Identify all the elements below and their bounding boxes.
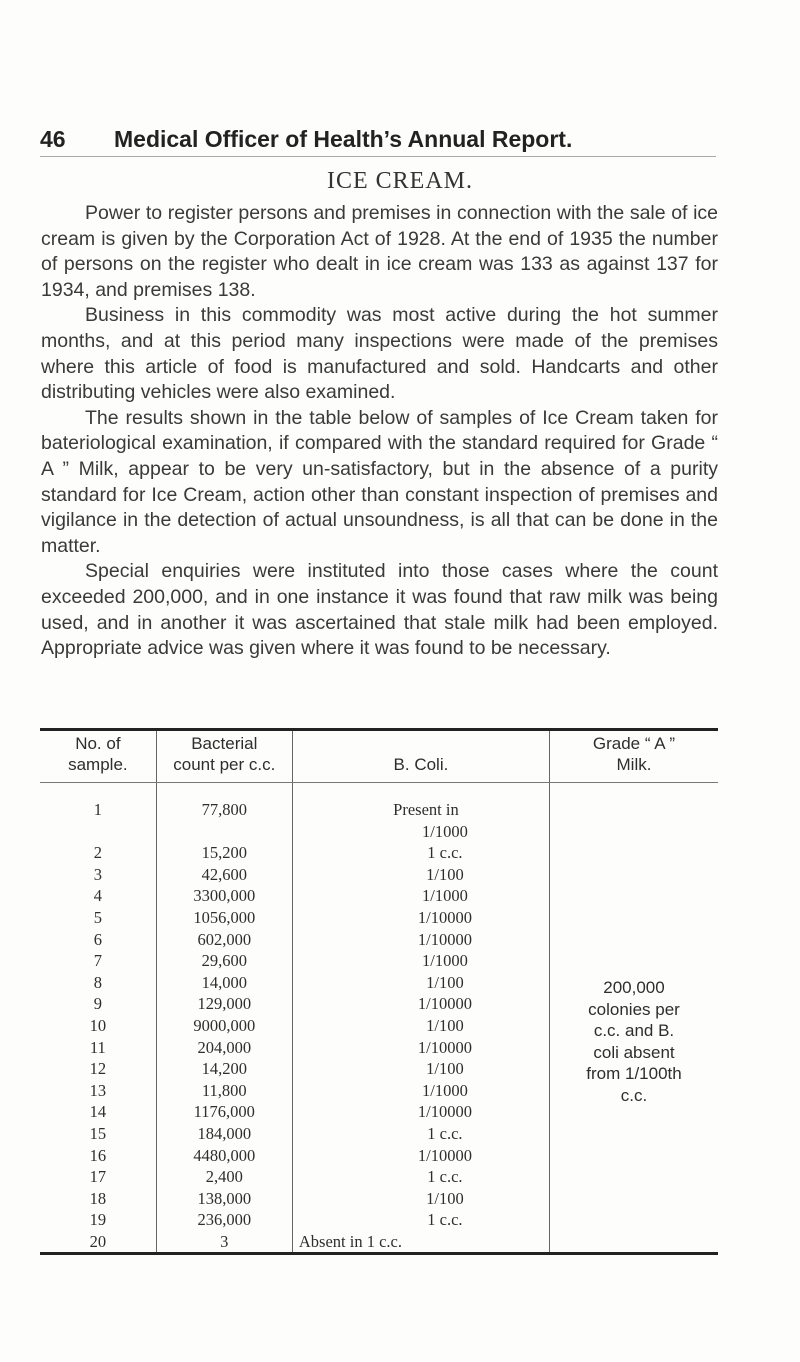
col-header-b-coli: B. Coli. <box>292 730 549 783</box>
cell-count: 9000,000 <box>156 1015 292 1037</box>
header-divider <box>40 156 716 157</box>
table-header-row <box>40 730 718 783</box>
cell-sample-no: 7 <box>93 951 102 971</box>
cell-count: 14,000 <box>156 972 292 994</box>
cell-count: 204,000 <box>156 1037 292 1059</box>
cell-count: 129,000 <box>156 993 292 1015</box>
section-heading: ICE CREAM. <box>326 168 473 194</box>
cell-b-coli: 1/1000 <box>292 950 549 972</box>
cell-b-coli: 1/100 <box>292 972 549 994</box>
cell-sample-no: 16 <box>89 1145 107 1165</box>
cell-b-coli: 1/100 <box>292 1188 549 1210</box>
paragraph-enquiries: Special enquiries were instituted into those cases where the count exceeded 200,000, and in one instance it was found that raw milk was being used, and in another it was ascertained that stale milk had been employed. Appropriate advice was given where it was found to be necessary. <box>41 560 718 660</box>
cell-sample-no: 14 <box>89 1102 107 1122</box>
cell-b-coli: Absent in 1 c.c. <box>292 1231 549 1254</box>
cell-sample-no: 20 <box>40 1231 156 1254</box>
report-title: Medical Officer of Health’s Annual Report. <box>114 126 573 152</box>
cell-sample-no: 6 <box>93 929 102 949</box>
cell-b-coli: 1/1000 <box>292 885 549 907</box>
samples-table <box>40 728 718 1255</box>
cell-count: 11,800 <box>156 1080 292 1102</box>
cell-count: 14,200 <box>156 1058 292 1080</box>
cell-sample-no: 4 <box>93 886 102 906</box>
paragraph-results: The results shown in the table below of samples of Ice Cream taken for bateriological examination, if compared with the standard required for Grade “ A ” Milk, appear to be very un-satisfactory, but in the absence of a purity standard for Ice Cream, action other than constant inspection of premises and vigilance in the detection of actual unsoundness, is all that can be done in the matter. <box>41 406 718 557</box>
cell-sample-no: 5 <box>93 907 102 927</box>
cell-sample-no: 2 <box>93 843 102 863</box>
cell-b-coli: 1 c.c. <box>292 1123 549 1145</box>
cell-sample-no: 19 <box>89 1210 107 1230</box>
paragraph-business: Business in this commodity was most active during the hot summer months, and at this period many inspections were made of the premises where this article of food is manufactured and sold. Handcarts and other distributing vehicles were also examined. <box>41 304 718 404</box>
paragraph-register: Power to register persons and premises in connection with the sale of ice cream is given by the Corporation Act of 1928. At the end of 1935 the number of persons on the register who dealt in ice cream was 133 as against 137 for 1934, and premises 138. <box>41 202 718 301</box>
cell-b-coli: 1/1000 <box>292 1080 549 1102</box>
cell-sample-no: 18 <box>89 1188 107 1208</box>
body-text <box>41 201 718 662</box>
col-header-bacterial-count: Bacterial count per c.c. <box>156 730 292 783</box>
cell-b-coli: 1/10000 <box>292 1145 549 1167</box>
cell-b-coli: 1/10000 <box>292 1037 549 1059</box>
cell-b-coli: 1/10000 <box>292 993 549 1015</box>
cell-count: 2,400 <box>156 1166 292 1188</box>
cell-count: 77,800 <box>156 783 292 821</box>
page-number: 46 <box>40 126 66 152</box>
cell-b-coli: 1/100 <box>292 1058 549 1080</box>
cell-b-coli: 1/10000 <box>292 907 549 929</box>
cell-count: 15,200 <box>156 842 292 864</box>
cell-count: 602,000 <box>156 929 292 951</box>
cell-sample-no: 12 <box>89 1059 107 1079</box>
cell-b-coli: Present in <box>292 783 549 821</box>
cell-sample-no: 1 <box>93 800 102 819</box>
cell-grade-a-standard <box>550 783 719 1254</box>
cell-count: 4480,000 <box>156 1145 292 1167</box>
cell-count: 138,000 <box>156 1188 292 1210</box>
cell-b-coli: 1 c.c. <box>292 842 549 864</box>
cell-b-coli: 1 c.c. <box>292 1209 549 1231</box>
cell-count: 29,600 <box>156 950 292 972</box>
cell-sample-no: 8 <box>93 972 102 992</box>
cell-b-coli: 1/100 <box>292 1015 549 1037</box>
cell-count: 184,000 <box>156 1123 292 1145</box>
col-header-sample-no: No. of sample. <box>40 730 156 783</box>
running-header <box>40 126 720 153</box>
cell-b-coli: 1/1000 <box>292 821 549 843</box>
grade-standard-text: 200,000 colonies per c.c. and B. coli absent from 1/100th c.c. <box>586 978 682 1105</box>
cell-count: 236,000 <box>156 1209 292 1231</box>
col-header-grade-a-milk: Grade “ A ” Milk. <box>550 730 719 783</box>
cell-sample-no: 10 <box>89 1015 107 1035</box>
cell-count: 3 <box>156 1231 292 1254</box>
cell-b-coli: 1/10000 <box>292 929 549 951</box>
cell-sample-no: 9 <box>93 994 102 1014</box>
cell-sample-no: 15 <box>89 1123 107 1143</box>
cell-b-coli: 1/100 <box>292 864 549 886</box>
cell-sample-no: 13 <box>89 1080 107 1100</box>
cell-count: 3300,000 <box>156 885 292 907</box>
cell-sample-no: 11 <box>89 1037 106 1057</box>
cell-count: 1056,000 <box>156 907 292 929</box>
cell-b-coli: 1/10000 <box>292 1101 549 1123</box>
cell-sample-no: 3 <box>93 864 102 884</box>
table-row <box>40 783 718 821</box>
cell-sample-no: 17 <box>89 1167 107 1187</box>
cell-count: 1176,000 <box>156 1101 292 1123</box>
cell-b-coli: 1 c.c. <box>292 1166 549 1188</box>
cell-count: 42,600 <box>156 864 292 886</box>
